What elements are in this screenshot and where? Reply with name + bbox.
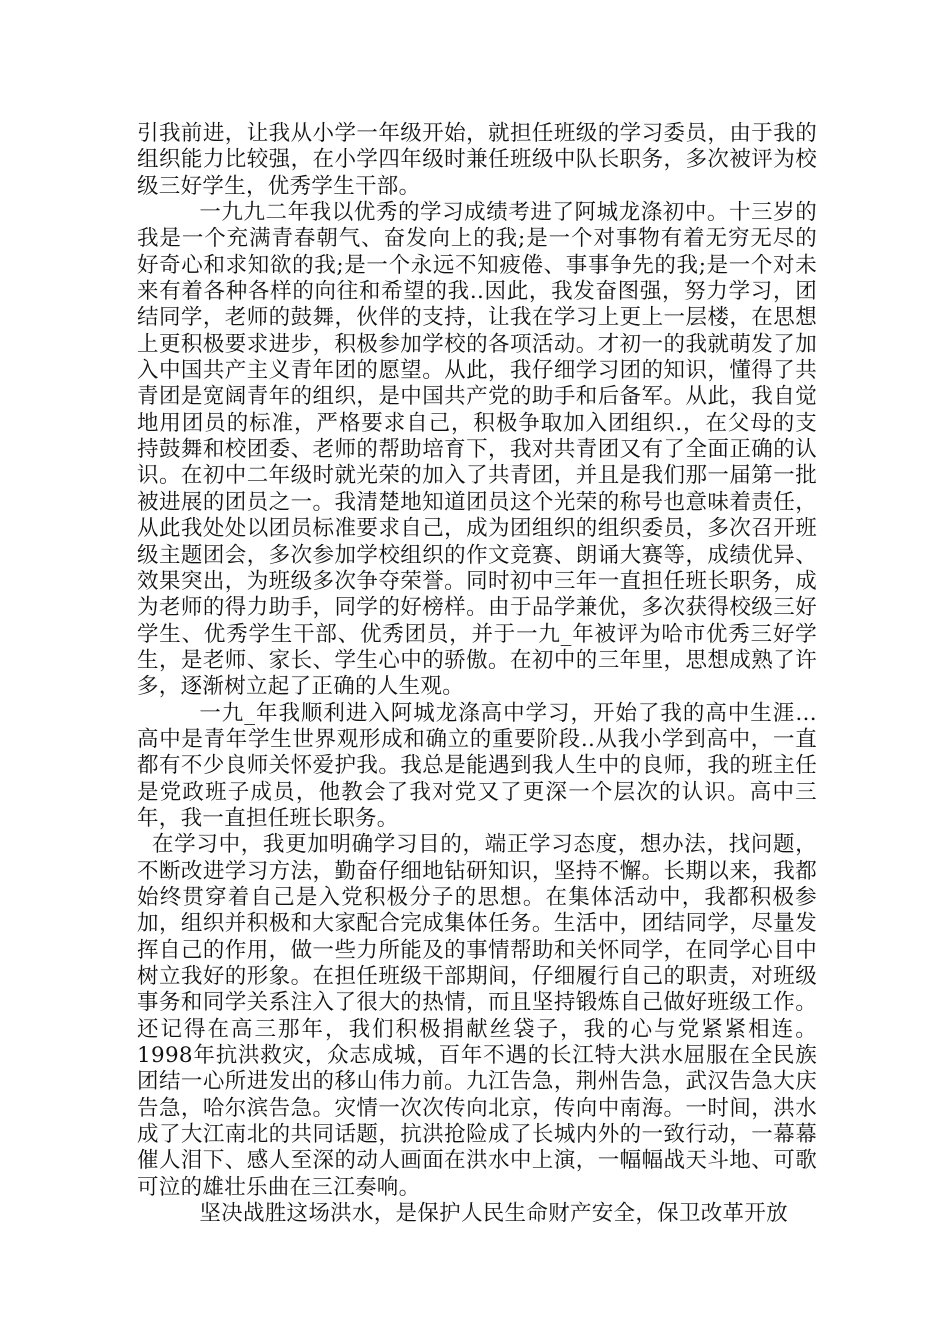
paragraph-4: 在学习中，我更加明确学习目的，端正学习态度，想办法，找问题，不断改进学习方法，勤奋仔细地钻研知识，坚持不懈。长期以来，我都始终贯穿着自己是入党积极分子的思想。在集体活动中，我都积极参加，组织并积极和大家配合完成集体任务。生活中，团结同学，尽量发挥自己的作用，做一些力所能及的事情帮助和关怀同学，在同学心目中树立我好的形象。在担任班级干部期间，仔细履行自己的职责，对班级事务和同学关系注入了很大的热情，而且坚持锻炼自己做好班级工作。还记得在高三那年，我们积极捐献丝袋子，我的心与党紧紧相连。1998年抗洪救灾，众志成城，百年不遇的长江特大洪水屈服在全民族团结一心所进发出的移山伟力前。九江告急，荆州告急，武汉告急大庆告急，哈尔滨告急。灾情一次次传向北京，传向中南海。一时间，洪水成了大江南北的共同话题，抗洪抢险成了长城内外的一致行动，一幕幕催人泪下、感人至深的动人画面在洪水中上演，一幅幅战天斗地、可歌可泣的雄壮乐曲在三江奏响。: [137, 832, 817, 1200]
paragraph-3: 一九_年我顺利进入阿城龙涤高中学习，开始了我的高中生涯…高中是青年学生世界观形成和确立的重要阶段..从我小学到高中，一直都有不少良师关怀爱护我。我总是能遇到我人生中的良师，我的班主任是党政班子成员，他教会了我对党又了更深一个层次的认识。高中三年，我一直担任班长职务。: [137, 700, 817, 831]
paragraph-1: 引我前进，让我从小学一年级开始，就担任班级的学习委员，由于我的组织能力比较强，在小学四年级时兼任班级中队长职务，多次被评为校级三好学生，优秀学生干部。: [137, 121, 817, 199]
document-body: [137, 121, 817, 1227]
paragraph-2: 一九九二年我以优秀的学习成绩考进了阿城龙涤初中。十三岁的我是一个充满青春朝气、奋发向上的我;是一个对事物有着无穷无尽的好奇心和求知欲的我;是一个永远不知疲倦、事事争先的我;是一个对未来有着各种各样的向往和希望的我..因此，我发奋图强，努力学习，团结同学，老师的鼓舞，伙伴的支持，让我在学习上更上一层楼，在思想上更积极要求进步，积极参加学校的各项活动。才初一的我就萌发了加入中国共产主义青年团的愿望。从此，我仔细学习团的知识，懂得了共青团是宽阔青年的组织，是中国共产党的助手和后备军。从此，我自觉地用团员的标准，严格要求自己，积极争取加入团组织.，在父母的支持鼓舞和校团委、老师的帮助培育下，我对共青团又有了全面正确的认识。在初中二年级时就光荣的加入了共青团，并且是我们那一届第一批被进展的团员之一。我清楚地知道团员这个光荣的称号也意味着责任，从此我处处以团员标准要求自己，成为团组织的组织委员，多次召开班级主题团会，多次参加学校组织的作文竞赛、朗诵大赛等，成绩优异、效果突出，为班级多次争夺荣誉。同时初中三年一直担任班长职务，成为老师的得力助手，同学的好榜样。由于品学兼优，多次获得校级三好学生、优秀学生干部、优秀团员，并于一九_年被评为哈市优秀三好学生，是老师、家长、学生心中的骄傲。在初中的三年里，思想成熟了许多，逐渐树立起了正确的人生观。: [137, 200, 817, 700]
paragraph-5: 坚决战胜这场洪水，是保护人民生命财产安全，保卫改革开放: [199, 1201, 788, 1227]
